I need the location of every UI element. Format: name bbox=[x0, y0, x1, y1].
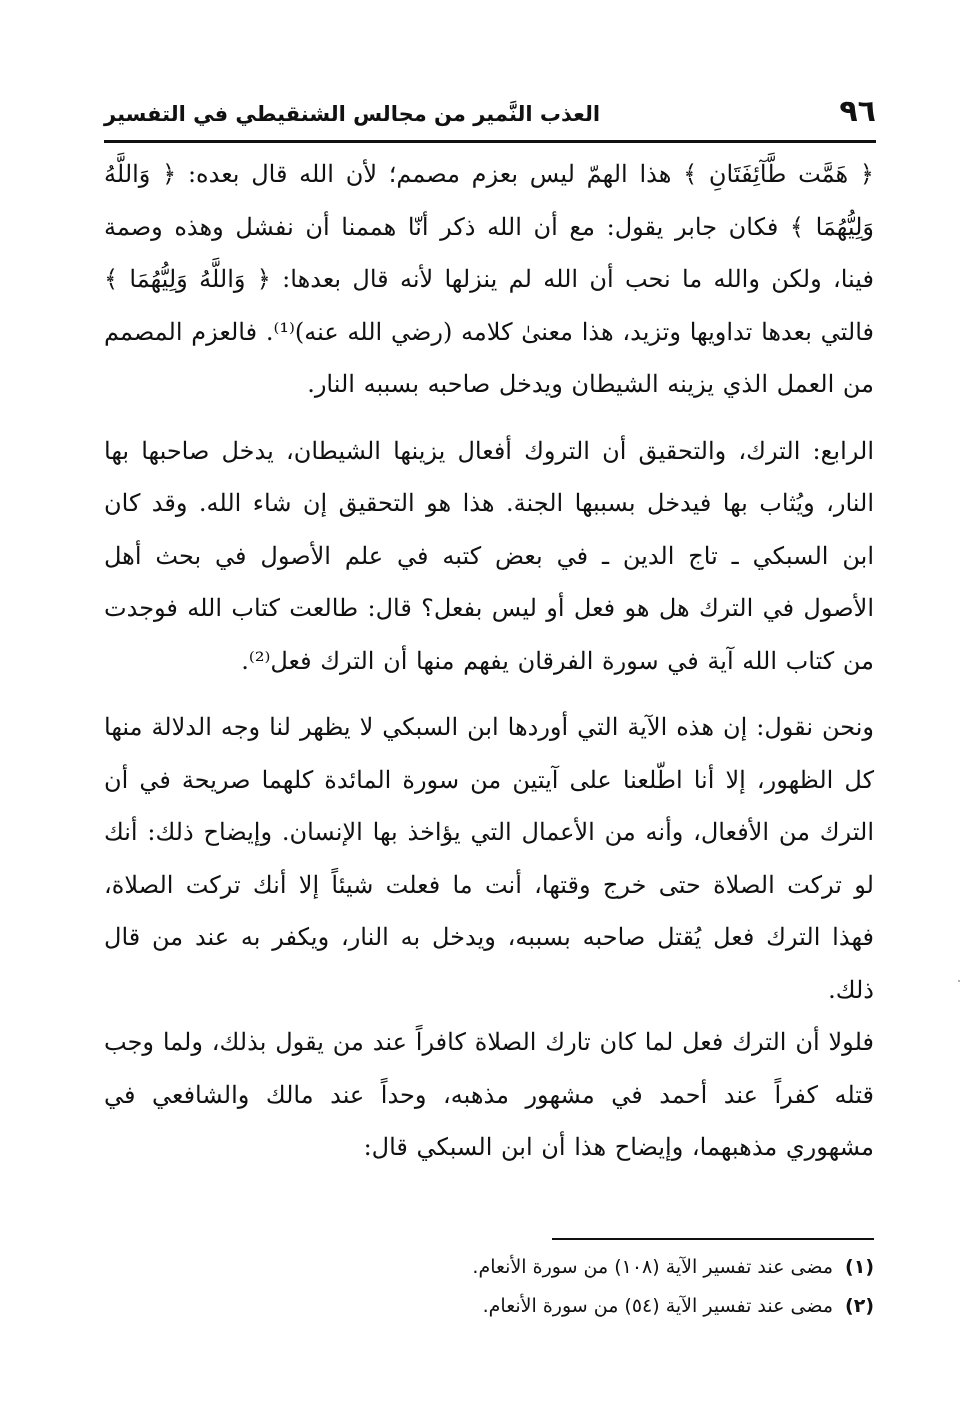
paragraph-gap bbox=[104, 411, 874, 425]
footnote-number: (٢) bbox=[845, 1295, 874, 1317]
running-title: العذب النَّمير من مجالس الشنقيطي في التفسير bbox=[104, 102, 601, 126]
main-text bbox=[104, 148, 874, 1174]
paragraph-gap bbox=[104, 687, 874, 701]
paragraph-2: الرابع: الترك، والتحقيق أن التروك أفعال يزينها الشيطان، يدخل صاحبها بها النار، ويُثاب بها فيدخل بسببها الجنة. هذا هو التحقيق إن شاء الله. وقد كان ابن السبكي ـ تاج الدين ـ في بعض كتبه في علم الأصول في بحث أهل الأصول في الترك هل هو فعل أو ليس بفعل؟ قال: طالعت كتاب الله فوجدت من كتاب الله آية في سورة الفرقان يفهم منها أن الترك فعل⁽²⁾. bbox=[104, 436, 875, 675]
footnotes bbox=[104, 1248, 874, 1326]
scan-speck bbox=[958, 980, 960, 982]
page-header bbox=[104, 92, 876, 138]
paragraph-3: ونحن نقول: إن هذه الآية التي أوردها ابن السبكي لا يظهر لنا وجه الدلالة منها كل الظهور، إلا أنا اطّلعنا على آيتين من سورة المائدة كلهما صريحة في أن الترك من الأفعال، وأنه من الأعمال التي يؤاخذ بها الإنسان. وإيضاح ذلك: أنك لو تركت الصلاة حتى خرج وقتها، أنت ما فعلت شيئاً إلا أنك تركت الصلاة، فهذا الترك فعل يُقتل صاحبه بسببه، ويدخل به النار، ويكفر به عند من قال ذلك. bbox=[104, 713, 874, 1004]
footnote-text: مضى عند تفسير الآية (١٠٨) من سورة الأنعام. bbox=[472, 1256, 834, 1278]
footnote-rule bbox=[552, 1238, 874, 1240]
page-number: ٩٦ bbox=[839, 94, 876, 129]
header-rule bbox=[104, 140, 876, 143]
footnote-number: (١) bbox=[845, 1256, 874, 1278]
paragraph-1: ﴿ هَمَّت طَّآئِفَتَانِ ﴾ هذا الهمّ ليس بعزم مصمم؛ لأن الله قال بعده: ﴿ وَاللَّهُ وَلِيُّهُمَا ﴾ فكان جابر يقول: مع أن الله ذكر أنّا هممنا أن نفشل وهذه وصمة فينا، ولكن والله ما نحب أن الله لم ينزلها لأنه قال بعدها: ﴿ وَاللَّهُ وَلِيُّهُمَا ﴾ فالتي بعدها تداويها وتزيد، هذا معنىٰ كلامه (رضي الله عنه)⁽¹⁾. فالعزم المصمم من العمل الذي يزينه الشيطان ويدخل صاحبه بسببه النار. bbox=[104, 160, 874, 398]
footnote-2 bbox=[104, 1287, 874, 1326]
footnote-text: مضى عند تفسير الآية (٥٤) من سورة الأنعام. bbox=[482, 1295, 834, 1317]
paragraph-4: فلولا أن الترك فعل لما كان تارك الصلاة كافراً عند من يقول بذلك، ولما وجب قتله كفراً عند أحمد في مشهور مذهبه، وحداً عند مالك والشافعي في مشهوري مذهبهما، وإيضاح هذا أن ابن السبكي قال: bbox=[104, 1028, 874, 1161]
footnote-1 bbox=[104, 1248, 874, 1287]
